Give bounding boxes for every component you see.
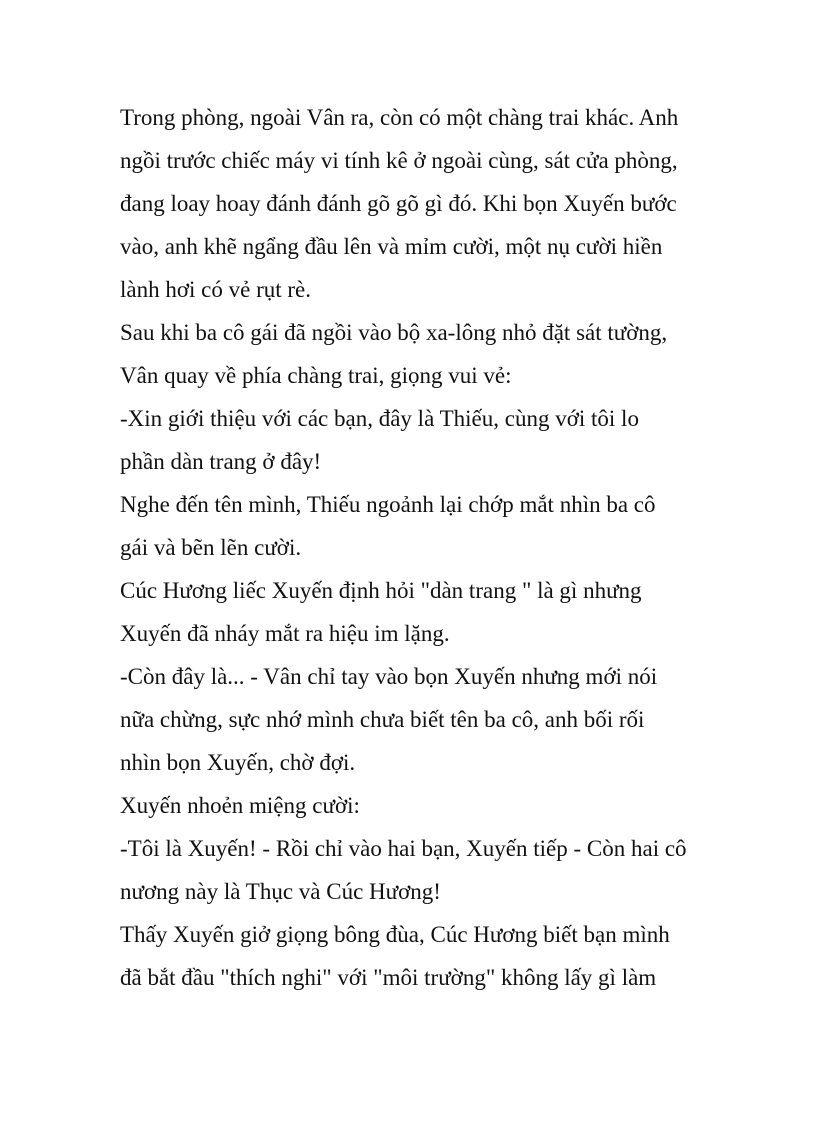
text-line: Trong phòng, ngoài Vân ra, còn có một chàng trai khác. Anh (120, 105, 679, 130)
text-line: -Còn đây là... - Vân chỉ tay vào bọn Xuyến nhưng mới nói (120, 664, 658, 689)
text-line: Nghe đến tên mình, Thiếu ngoảnh lại chớp mắt nhìn ba cô (120, 492, 656, 517)
text-line: nữa chừng, sực nhớ mình chưa biết tên ba cô, anh bối rối (120, 707, 645, 732)
text-line: Xuyến nhoẻn miệng cười: (120, 793, 360, 818)
text-line: Thấy Xuyến giở giọng bông đùa, Cúc Hương biết bạn mình (120, 922, 670, 947)
text-line: đang loay hoay đánh đánh gõ gõ gì đó. Khi bọn Xuyến bước (120, 191, 677, 216)
text-line: -Xin giới thiệu với các bạn, đây là Thiếu, cùng với tôi lo (120, 406, 639, 431)
text-line: gái và bẽn lẽn cười. (120, 535, 302, 560)
text-line: Vân quay về phía chàng trai, giọng vui vẻ: (120, 363, 512, 388)
text-line: lành hơi có vẻ rụt rè. (120, 277, 311, 302)
text-line: nhìn bọn Xuyến, chờ đợi. (120, 750, 356, 775)
text-line: vào, anh khẽ ngẩng đầu lên và mỉm cười, một nụ cười hiền (120, 234, 663, 259)
text-line: Xuyến đã nháy mắt ra hiệu im lặng. (120, 621, 450, 646)
text-line: phần dàn trang ở đây! (120, 449, 322, 474)
text-line: ngồi trước chiếc máy vi tính kê ở ngoài cùng, sát cửa phòng, (120, 148, 678, 173)
text-line: nương này là Thục và Cúc Hương! (120, 879, 441, 904)
text-line: Sau khi ba cô gái đã ngồi vào bộ xa-lông nhỏ đặt sát tường, (120, 320, 668, 345)
text-line: Cúc Hương liếc Xuyến định hỏi "dàn trang " là gì nhưng (120, 578, 642, 603)
body-text (120, 96, 710, 999)
text-line: -Tôi là Xuyến! - Rồi chỉ vào hai bạn, Xuyến tiếp - Còn hai cô (120, 836, 687, 861)
text-line: đã bắt đầu "thích nghi" với "môi trường" không lấy gì làm (120, 965, 657, 990)
